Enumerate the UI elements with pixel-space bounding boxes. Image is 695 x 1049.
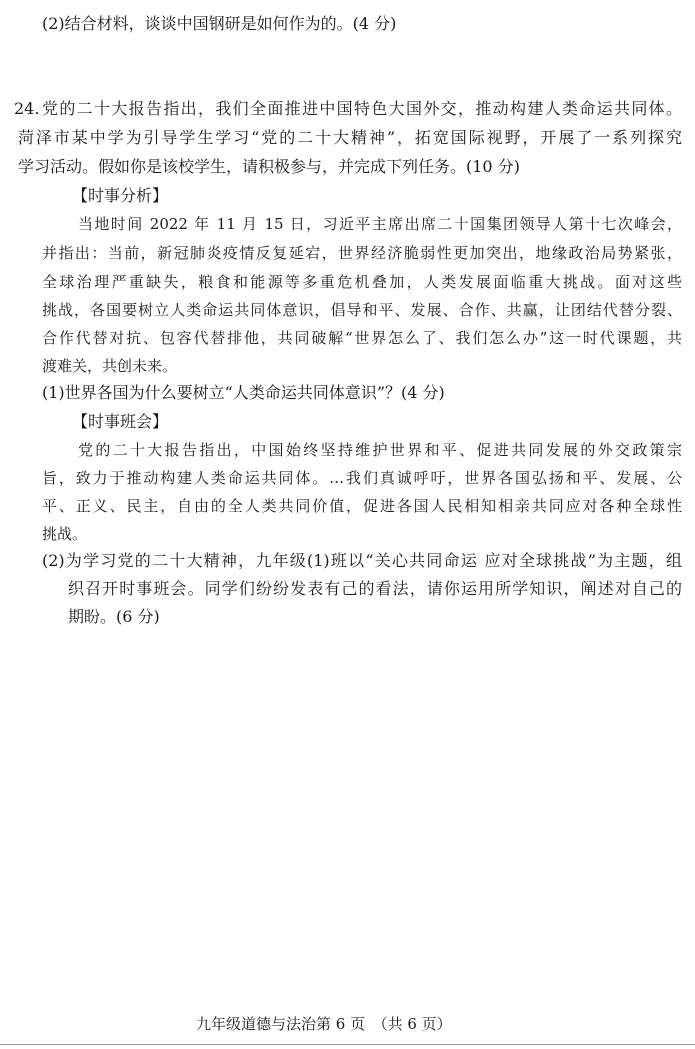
section1-text-line-5: 合作代替对抗、包容代替排他，共同破解“世界怎么了、我们怎么办”这一时代课题，共	[42, 329, 682, 347]
question-23-part-2: (2)结合材料，谈谈中国钢研是如何作为的。(4 分)	[42, 14, 397, 33]
section1-text-line-2: 并指出：当前，新冠肺炎疫情反复延宕，世界经济脆弱性更加突出，地缘政治局势紧张，	[42, 244, 682, 262]
page-footer: 九年级道德与法治第 6 页 （共 6 页）	[196, 1015, 452, 1033]
section2-text-line-2: 旨，致力于推动构建人类命运共同体。…我们真诚呼吁，世界各国弘扬和平、发展、公	[42, 469, 682, 487]
section2-text-line-1: 党的二十大报告指出，中国始终坚持维护世界和平、促进共同发展的外交政策宗	[78, 441, 682, 459]
section2-text-line-4: 挑战。	[42, 525, 88, 543]
question-24-intro-line-2: 菏泽市某中学为引导学生学习“党的二十大精神”，拓宽国际视野，开展了一系列探究	[18, 128, 682, 147]
question-24-number: 24.	[14, 99, 40, 118]
section2-text-line-3: 平、正义、民主，自由的全人类共同价值，促进各国人民相知相亲共同应对各种全球性	[42, 497, 682, 515]
question-24-intro-line-3: 学习活动。假如你是该校学生，请积极参与，并完成下列任务。(10 分)	[18, 157, 520, 176]
section1-text-line-3: 全球治理严重缺失，粮食和能源等多重危机叠加，人类发展面临重大挑战。面对这些	[42, 273, 682, 291]
question-24-part-2-line-3: 期盼。(6 分)	[68, 607, 160, 626]
question-24-part-1: (1)世界各国为什么要树立“人类命运共同体意识”？(4 分)	[42, 383, 445, 402]
section1-text-line-4: 挑战，各国要树立人类命运共同体意识，倡导和平、发展、合作、共赢，让团结代替分裂、	[42, 301, 682, 319]
bottom-rule	[0, 1044, 695, 1045]
question-24-part-2-line-2: 织召开时事班会。同学们纷纷发表有己的看法，请你运用所学知识，阐述对自己的	[68, 579, 682, 598]
question-24-intro-line-1: 党的二十大报告指出，我们全面推进中国特色大国外交，推动构建人类命运共同体。	[42, 99, 682, 118]
question-24-part-2-line-1: (2)为学习党的二十大精神，九年级(1)班以“关心共同命运 应对全球挑战”为主题，组	[42, 551, 682, 570]
section1-text-line-1: 当地时间 2022 年 11 月 15 日，习近平主席出席二十国集团领导人第十七次峰会，	[78, 215, 682, 233]
section1-text-line-6: 渡难关，共创未来。	[42, 357, 178, 375]
section-current-affairs-class-meeting-title: 【时事班会】	[72, 412, 169, 431]
section-current-affairs-analysis-title: 【时事分析】	[72, 186, 169, 205]
